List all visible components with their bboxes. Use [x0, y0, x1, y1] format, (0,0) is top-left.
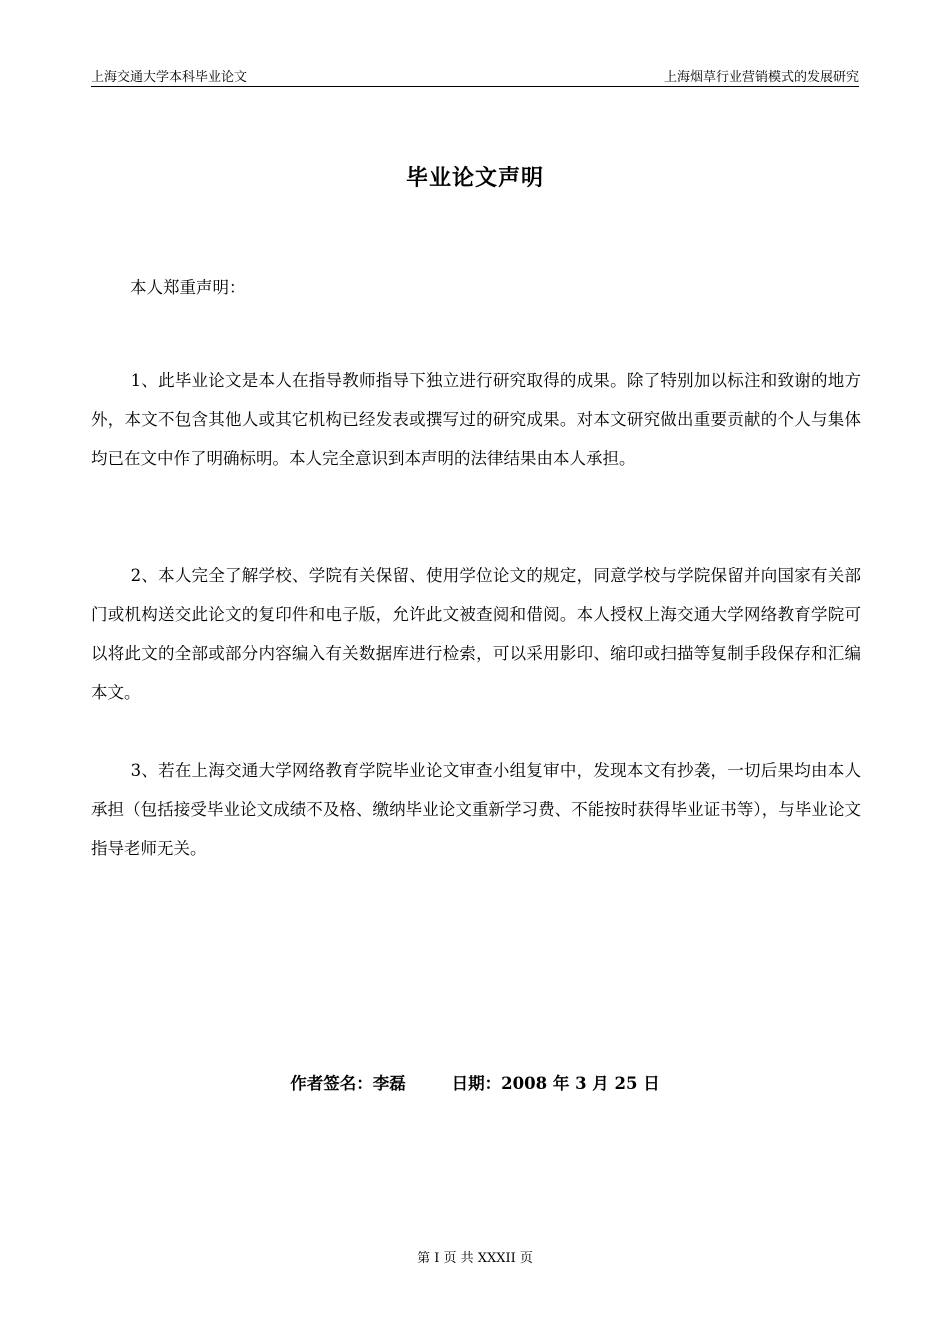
page-header [91, 66, 859, 87]
declaration-paragraph-2: 2、本人完全了解学校、学院有关保留、使用学位论文的规定，同意学校与学院保留并向国家有关部门或机构送交此论文的复印件和电子版，允许此文被查阅和借阅。本人授权上海交通大学网络教育学院可以将此文的全部或部分内容编入有关数据库进行检索，可以采用影印、缩印或扫描等复制手段保存和汇编本文。 [91, 566, 861, 702]
header-thesis-title: 上海烟草行业营销模式的发展研究 [663, 70, 859, 85]
author-signature-date: 作者签名：李磊 日期：2008 年 3 月 25 日 [290, 1074, 660, 1093]
header-school-name: 上海交通大学本科毕业论文 [91, 70, 248, 85]
declaration-paragraph-3: 3、若在上海交通大学网络教育学院毕业论文审查小组复审中，发现本文有抄袭，一切后果均由本人承担（包括接受毕业论文成绩不及格、缴纳毕业论文重新学习费、不能按时获得毕业证书等），与毕业论文指导老师无关。 [91, 761, 861, 858]
document-title: 毕业论文声明 [405, 165, 544, 191]
declaration-paragraph-1: 1、此毕业论文是本人在指导教师指导下独立进行研究取得的成果。除了特别加以标注和致谢的地方外，本文不包含其他人或其它机构已经发表或撰写过的研究成果。对本文研究做出重要贡献的个人与集体均已在文中作了明确标明。本人完全意识到本声明的法律结果由本人承担。 [91, 371, 861, 468]
page-footer: 第 I 页 共 XXXII 页 [417, 1251, 533, 1266]
intro-statement: 本人郑重声明： [130, 278, 246, 297]
